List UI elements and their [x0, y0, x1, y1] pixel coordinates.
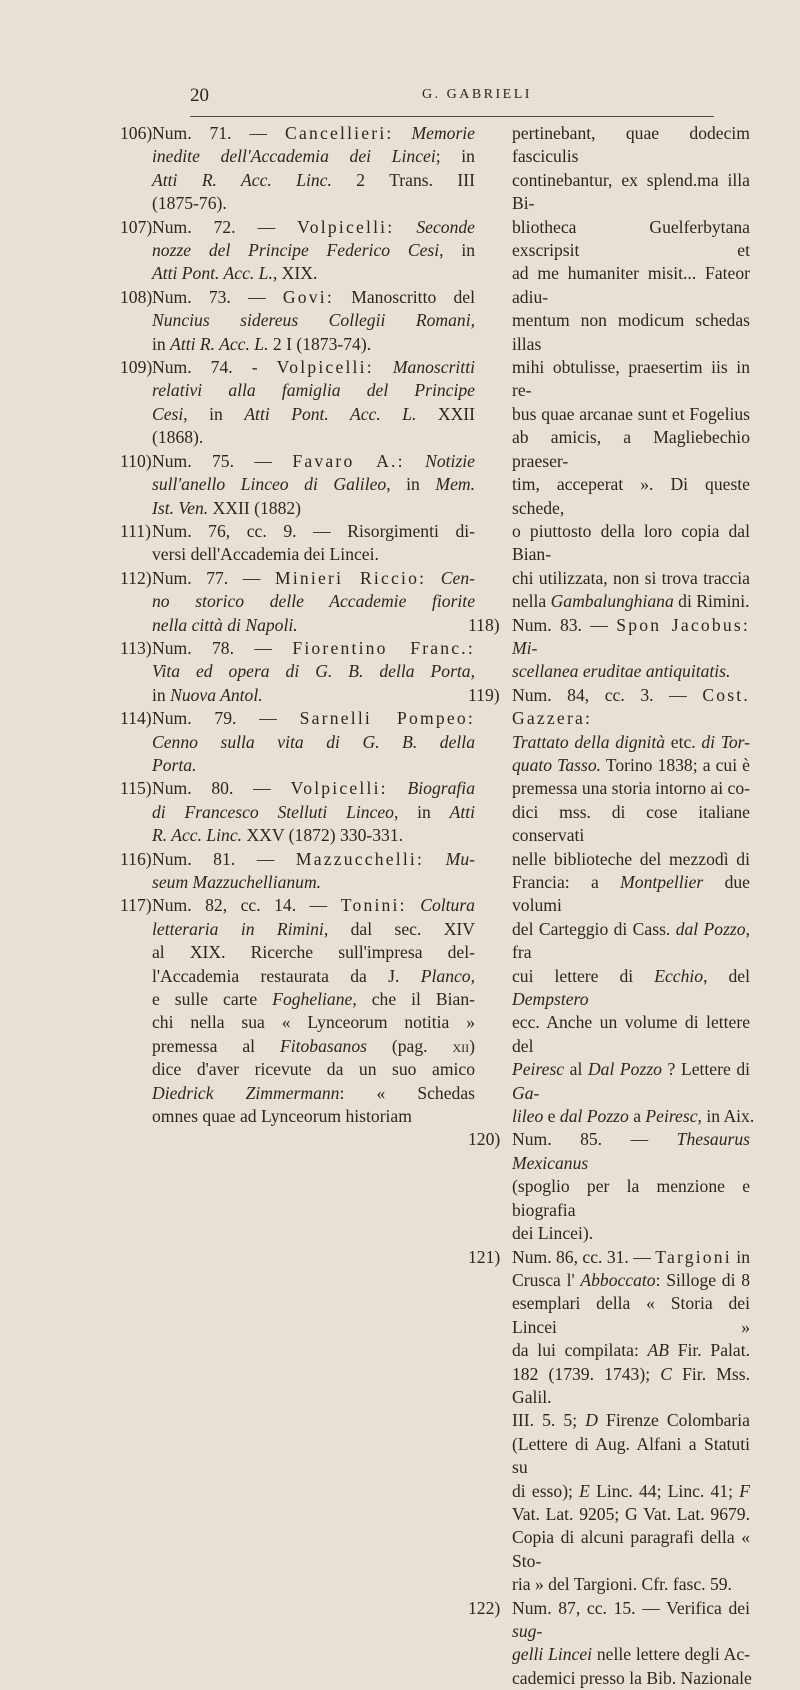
entry-line: premessa al Fitobasanos (pag. xii) — [152, 1035, 475, 1056]
entry-line: Num. 78. — Fiorentino Franc.: — [152, 637, 475, 658]
entry-line: Porta. — [152, 754, 197, 775]
bibliography-entry — [468, 684, 755, 1129]
entry-number: 120) — [468, 1129, 501, 1150]
entry-line: dici mss. di cose italiane conservati — [512, 801, 750, 846]
bibliography-entry — [120, 894, 475, 1128]
entry-line: Nuncius sidereus Collegii Romani, — [152, 310, 475, 331]
entry-line: quato Tasso. Torino 1838; a cui è — [512, 754, 750, 775]
entry-number: 113) — [120, 637, 152, 658]
bibliography-entry — [120, 567, 475, 637]
entry-line: III. 5. 5; D Firenze Colombaria — [512, 1410, 750, 1431]
entry-line: Atti Pont. Acc. L., XIX. — [152, 263, 318, 284]
entry-line: ab amicis, a Magliebechio praeser- — [512, 427, 750, 471]
entry-line: Atti R. Acc. Linc. 2 Trans. III — [152, 169, 475, 190]
left-column — [120, 122, 475, 1128]
entry-line: o piuttosto della loro copia dal Bian- — [512, 520, 750, 565]
entry-line: letteraria in Rimini, dal sec. XIV — [152, 918, 475, 939]
entry-line: Num. 72. — Volpicelli: Seconde — [152, 216, 475, 237]
entry-line: nella città di Napoli. — [152, 614, 298, 635]
bibliography-entry — [120, 286, 475, 356]
entry-line: dice d'aver ricevute da un suo amico — [152, 1059, 475, 1080]
entry-line: mihi obtulisse, praesertim iis in re- — [512, 357, 750, 401]
entry-line: no storico delle Accademie fiorite — [152, 591, 475, 612]
entry-line: dei Lincei). — [512, 1223, 594, 1244]
entry-line: bus quae arcanae sunt et Fogelius — [512, 403, 750, 424]
entry-line: cui lettere di Ecchio, del Dempstero — [512, 965, 750, 1010]
entry-line: versi dell'Accademia dei Lincei. — [152, 544, 379, 565]
entry-line: inedite dell'Accademia dei Lincei; in — [152, 146, 475, 167]
entry-line: Cenno sulla vita di G. B. della — [152, 731, 475, 752]
entry-number: 114) — [120, 708, 152, 729]
entry-line: Num. 80. — Volpicelli: Biografia — [152, 778, 475, 799]
entry-line: al XIX. Ricerche sull'impresa del- — [152, 942, 475, 963]
entry-line: esemplari della « Storia dei Lincei » — [512, 1293, 750, 1337]
entry-line: (spoglio per la menzione e biografia — [512, 1176, 750, 1220]
entry-line: Cesi, in Atti Pont. Acc. L. XXII — [152, 403, 475, 424]
bibliography-entry — [120, 216, 475, 286]
entry-line: Vat. Lat. 9205; G Vat. Lat. 9679. — [512, 1503, 750, 1524]
entry-line: scellanea eruditae antiquitatis. — [512, 661, 731, 682]
entry-line: Trattato della dignità etc. di Tor- — [512, 731, 751, 752]
entry-line: lileo e dal Pozzo a Peiresc, in Aix. — [512, 1106, 755, 1127]
bibliography-entry — [468, 1597, 752, 1690]
entry-line: e sulle carte Fogheliane, che il Bian- — [152, 989, 475, 1010]
entry-line: Num. 86, cc. 31. — Targioni in — [512, 1246, 750, 1267]
entry-line: ecc. Anche un volume di lettere del — [512, 1012, 750, 1056]
entry-line: Num. 73. — Govi: Manoscritto del — [152, 286, 475, 307]
bibliography-entry — [120, 520, 475, 567]
entry-line: di Francesco Stelluti Linceo, in Atti — [152, 801, 475, 822]
entry-number: 110) — [120, 450, 152, 471]
entry-line: da lui compilata: AB Fir. Palat. — [512, 1340, 750, 1361]
bibliography-entry — [120, 122, 475, 216]
entry-number: 112) — [120, 567, 152, 588]
bibliography-entry — [468, 1246, 750, 1597]
entry-line: seum Mazzuchellianum. — [152, 872, 322, 892]
entry-line: (1868). — [152, 427, 204, 448]
page-header — [190, 85, 710, 113]
entry-line: Ist. Ven. XXII (1882) — [152, 497, 302, 518]
entry-line: Diedrick Zimmermann: « Schedas — [152, 1082, 475, 1103]
entry-line: Num. 82, cc. 14. — Tonini: Coltura — [152, 895, 475, 916]
entry-line: Num. 74. - Volpicelli: Manoscritti — [152, 357, 475, 378]
entry-line: cademici presso la Bib. Nazionale — [512, 1667, 752, 1688]
bibliography-entry — [490, 122, 750, 614]
entry-line: nozze del Principe Federico Cesi, in — [152, 240, 476, 261]
entry-line: 182 (1739. 1743); C Fir. Mss. Galil. — [512, 1363, 750, 1407]
entry-line: continebantur, ex splend.ma illa Bi- — [512, 169, 750, 214]
entry-line: Num. 81. — Mazzucchelli: Mu- — [152, 848, 475, 869]
entry-line: Copia di alcuni paragrafi della « Sto- — [512, 1527, 750, 1571]
entry-number: 108) — [120, 286, 153, 307]
bibliography-entry — [120, 848, 475, 895]
bibliography-entry — [120, 450, 475, 520]
entry-line: chi nella sua « Lynceorum notitia » — [152, 1012, 475, 1033]
entry-line: in Nuova Antol. — [152, 684, 263, 705]
entry-line: R. Acc. Linc. XXV (1872) 330-331. — [152, 825, 404, 846]
entry-line: mentum non modicum schedas illas — [512, 310, 750, 354]
entry-line: Num. 76, cc. 9. — Risorgimenti di- — [152, 520, 475, 541]
entry-line: gelli Lincei nelle lettere degli Ac- — [512, 1644, 750, 1665]
bibliography-entry — [120, 356, 475, 450]
running-head: G. GABRIELI — [422, 87, 532, 102]
bibliography-entry — [120, 707, 475, 777]
bibliography-entry — [468, 614, 750, 684]
entry-number: 118) — [468, 614, 500, 635]
entry-line: (1875-76). — [152, 193, 227, 214]
entry-line: Num. 75. — Favaro A.: Notizie — [152, 450, 475, 471]
entry-line: tim, acceperat ». Di queste schede, — [512, 474, 750, 518]
entry-number: 109) — [120, 357, 153, 378]
entry-line: Num. 79. — Sarnelli Pompeo: — [152, 708, 475, 729]
entry-line: Francia: a Montpellier due volumi — [512, 872, 750, 916]
entry-number: 119) — [468, 684, 500, 705]
entry-line: chi utilizzata, non si trova traccia — [512, 567, 750, 588]
entry-line: Crusca l' Abboccato: Silloge di 8 — [512, 1269, 750, 1290]
entry-line: di esso); E Linc. 44; Linc. 41; F — [512, 1480, 750, 1501]
entry-line: relativi alla famiglia del Principe — [152, 380, 475, 401]
entry-number: 106) — [120, 123, 153, 143]
entry-line: Num. 84, cc. 3. — Cost. Gazzera: — [512, 684, 750, 729]
bibliography-entry — [468, 1128, 750, 1245]
entry-line: bliotheca Guelferbytana exscripsit et — [512, 216, 750, 261]
entry-number: 115) — [120, 778, 152, 799]
entry-line: nelle biblioteche del mezzodì di — [512, 848, 750, 869]
page-number: 20 — [190, 85, 209, 106]
header-rule — [190, 116, 714, 117]
entry-number: 107) — [120, 216, 153, 237]
entry-line: l'Accademia restaurata da J. Planco, — [152, 965, 475, 986]
entry-number: 121) — [468, 1246, 501, 1267]
entry-number: 116) — [120, 848, 152, 869]
entry-number: 117) — [120, 895, 152, 916]
entry-line: ria » del Targioni. Cfr. fasc. 59. — [512, 1574, 732, 1595]
entry-line: del Carteggio di Cass. dal Pozzo, fra — [512, 918, 750, 963]
entry-line: nella Gambalunghiana di Rimini. — [512, 591, 750, 612]
entry-line: Num. 71. — Cancellieri: Memorie — [152, 123, 475, 143]
right-column — [468, 122, 755, 1690]
entry-line: Num. 85. — Thesaurus Mexicanus — [512, 1129, 750, 1173]
entry-line: Num. 83. — Spon Jacobus: Mi- — [512, 614, 750, 658]
entry-line: Peiresc al Dal Pozzo ? Lettere di Ga- — [512, 1059, 751, 1103]
entry-line: premessa una storia intorno ai co- — [512, 778, 750, 799]
entry-line: Num. 87, cc. 15. — Verifica dei sug- — [512, 1597, 750, 1641]
entry-line: Num. 77. — Minieri Riccio: Cen- — [152, 567, 475, 588]
entry-line: sull'anello Linceo di Galileo, in Mem. — [152, 474, 475, 495]
entry-line: pertinebant, quae dodecim fasciculis — [512, 123, 750, 167]
bibliography-entry — [120, 777, 475, 847]
entry-number: 122) — [468, 1597, 501, 1618]
entry-line: Vita ed opera di G. B. della Porta, — [152, 661, 475, 682]
entry-line: (Lettere di Aug. Alfani a Statuti su — [512, 1433, 750, 1478]
entry-number: 111) — [120, 520, 151, 541]
entry-line: ad me humaniter misit... Fateor adiu- — [512, 263, 750, 307]
entry-line: omnes quae ad Lynceorum historiam — [152, 1106, 412, 1127]
entry-line: in Atti R. Acc. L. 2 I (1873-74). — [152, 333, 372, 354]
bibliography-entry — [120, 637, 475, 707]
